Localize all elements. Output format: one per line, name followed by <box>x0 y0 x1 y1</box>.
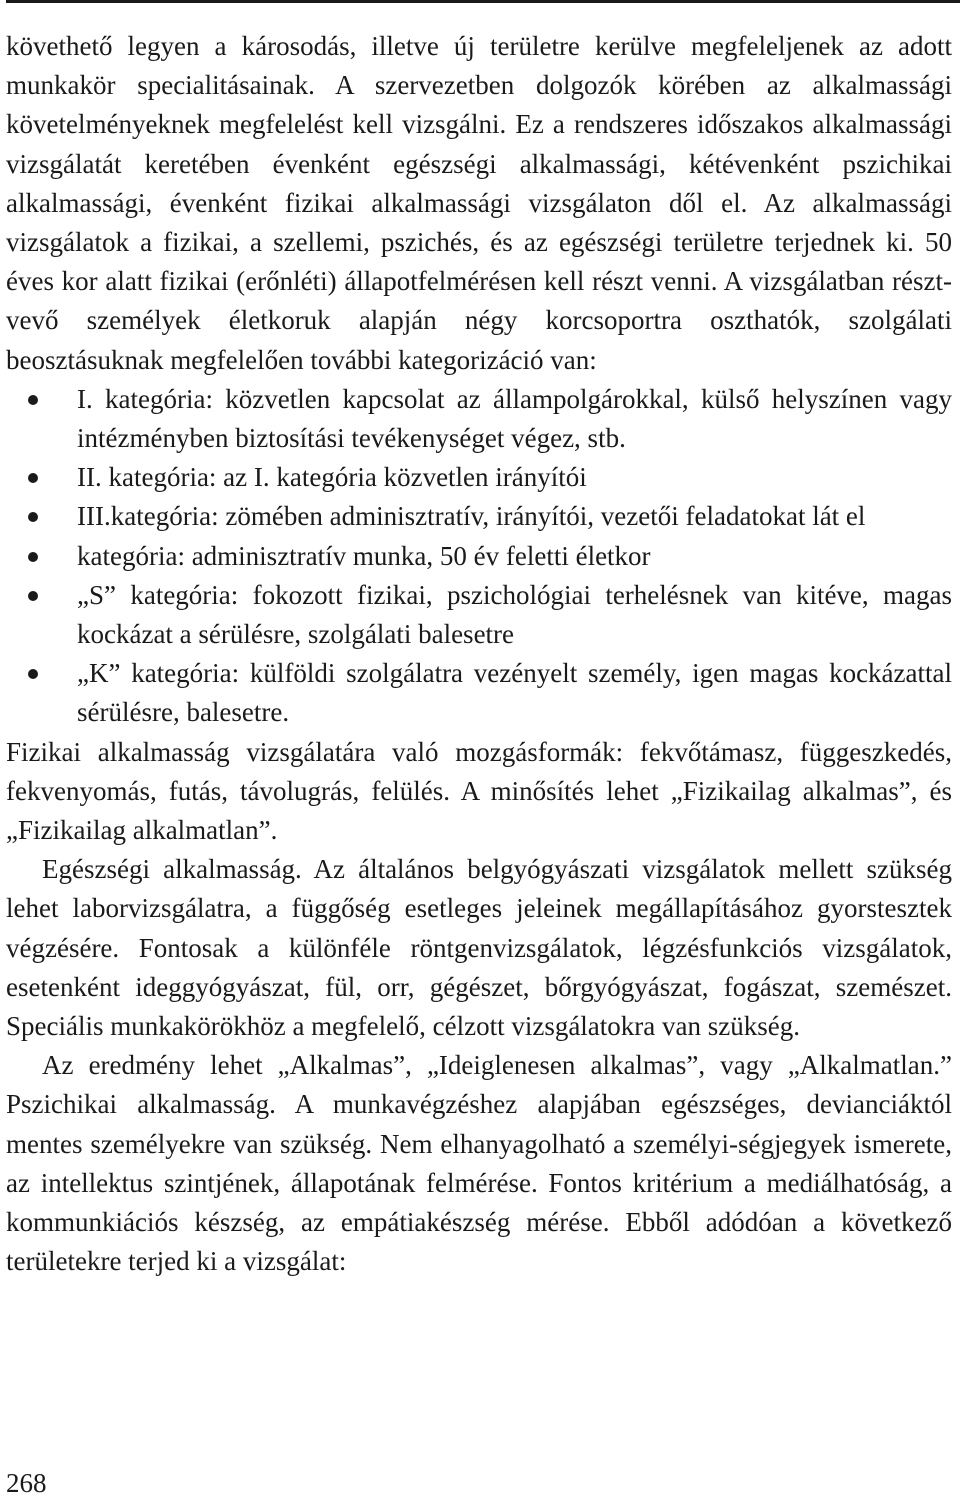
paragraph-physical-fitness: Fizikai alkalmasság vizsgálatára való mozgásformák: fekvőtámasz, függeszkedés, fekvenyomás, futás, távolugrás, felülés. A minősítés lehet „Fizikailag alkalmas”, és „Fizikailag alkalmatlan”. <box>6 736 952 846</box>
list-item-text: I. kategória: közvetlen kapcsolat az állampolgárokkal, külső helyszínen vagy intézményben biztosítási tevékenységet végez, stb. <box>77 383 952 454</box>
paragraph-health-fitness: Egészségi alkalmasság. Az általános belgyógyászati vizsgálatok mellett szükség lehet laborvizsgálatra, a függőség esetleges jeleinek megállapításához gyorstesztek végzésére. Fontosak a különféle röntgenvizsgálatok, légzésfunkciós vizsgálatok, esetenként ideggyógyászat, fül, orr, gégészet, bőrgyógyászat, fogászat, szemészet. Speciális munkakörökhöz a megfelelő, célzott vizsgálatokra van szükség. <box>6 854 952 1042</box>
list-item <box>6 380 952 458</box>
list-item-text: „K” kategória: külföldi szolgálatra vezényelt személy, igen magas kockázattal sérülésre, balesetre. <box>77 658 952 728</box>
bullet-dot-icon <box>28 395 38 405</box>
paragraph-psychological-fitness: Az eredmény lehet „Alkalmas”, „Ideiglenesen alkalmas”, vagy „Alkalmatlan.” Pszichikai alkalmasság. A munkavégzéshez alapjában egészséges, devianciáktól mentes személyekre van szükség. Nem elhanyagolható a személyi-ségjegyek ismerete, az intellektus szintjének, állapotának felmérése. Fontos kritérium a mediálhatóság, a kommunkiációs készség, az empátiakészség mérése. Ebből adódóan a következő területekre terjed ki a vizsgálat: <box>6 1050 952 1277</box>
page-number: 268 <box>6 1468 47 1498</box>
list-item-text: II. kategória: az I. kategória közvetlen irányítói <box>77 462 587 493</box>
list-item-text: „S” kategória: fokozott fizikai, pszichológiai terhelésnek van kitéve, magas kockázat a sérülésre, szolgálati balesetre <box>77 579 952 650</box>
page-body <box>6 27 952 1282</box>
bullet-dot-icon <box>28 512 38 522</box>
category-list <box>6 380 952 733</box>
list-item <box>6 458 952 497</box>
list-item <box>6 576 952 654</box>
list-item <box>6 497 952 536</box>
list-item-text: kategória: adminisztratív munka, 50 év feletti életkor <box>77 540 651 571</box>
top-rule <box>6 0 960 3</box>
list-item <box>6 654 952 732</box>
bullet-dot-icon <box>28 591 38 601</box>
bullet-dot-icon <box>28 552 38 562</box>
paragraph-intro: követhető legyen a károsodás, illetve új területre kerülve megfeleljenek az adott munkakör specialitásainak. A szervezetben dolgozók körében az alkalmassági követelményeknek megfelelést kell vizsgálni. Ez a rendszeres időszakos alkalmassági vizsgálatát keretében évenként egészségi alkalmassági, kétévenként pszichikai alkalmassági, évenként fizikai alkalmassági vizsgálaton dől el. Az alkalmassági vizsgálatok a fizikai, a szellemi, pszichés, és az egészségi területre terjednek ki. 50 éves kor alatt fizikai (erőnléti) állapotfelmérésen kell részt venni. A vizsgálatban résztvevő személyek életkoruk alapján négy korcsoportra oszthatók, szolgálati beosztásuknak megfelelően további kategorizáció van: <box>6 31 952 375</box>
bullet-dot-icon <box>28 473 38 483</box>
bullet-dot-icon <box>28 669 38 679</box>
list-item <box>6 537 952 576</box>
list-item-text: III.kategória: zömében adminisztratív, irányítói, vezetői feladatokat lát el <box>77 501 866 532</box>
